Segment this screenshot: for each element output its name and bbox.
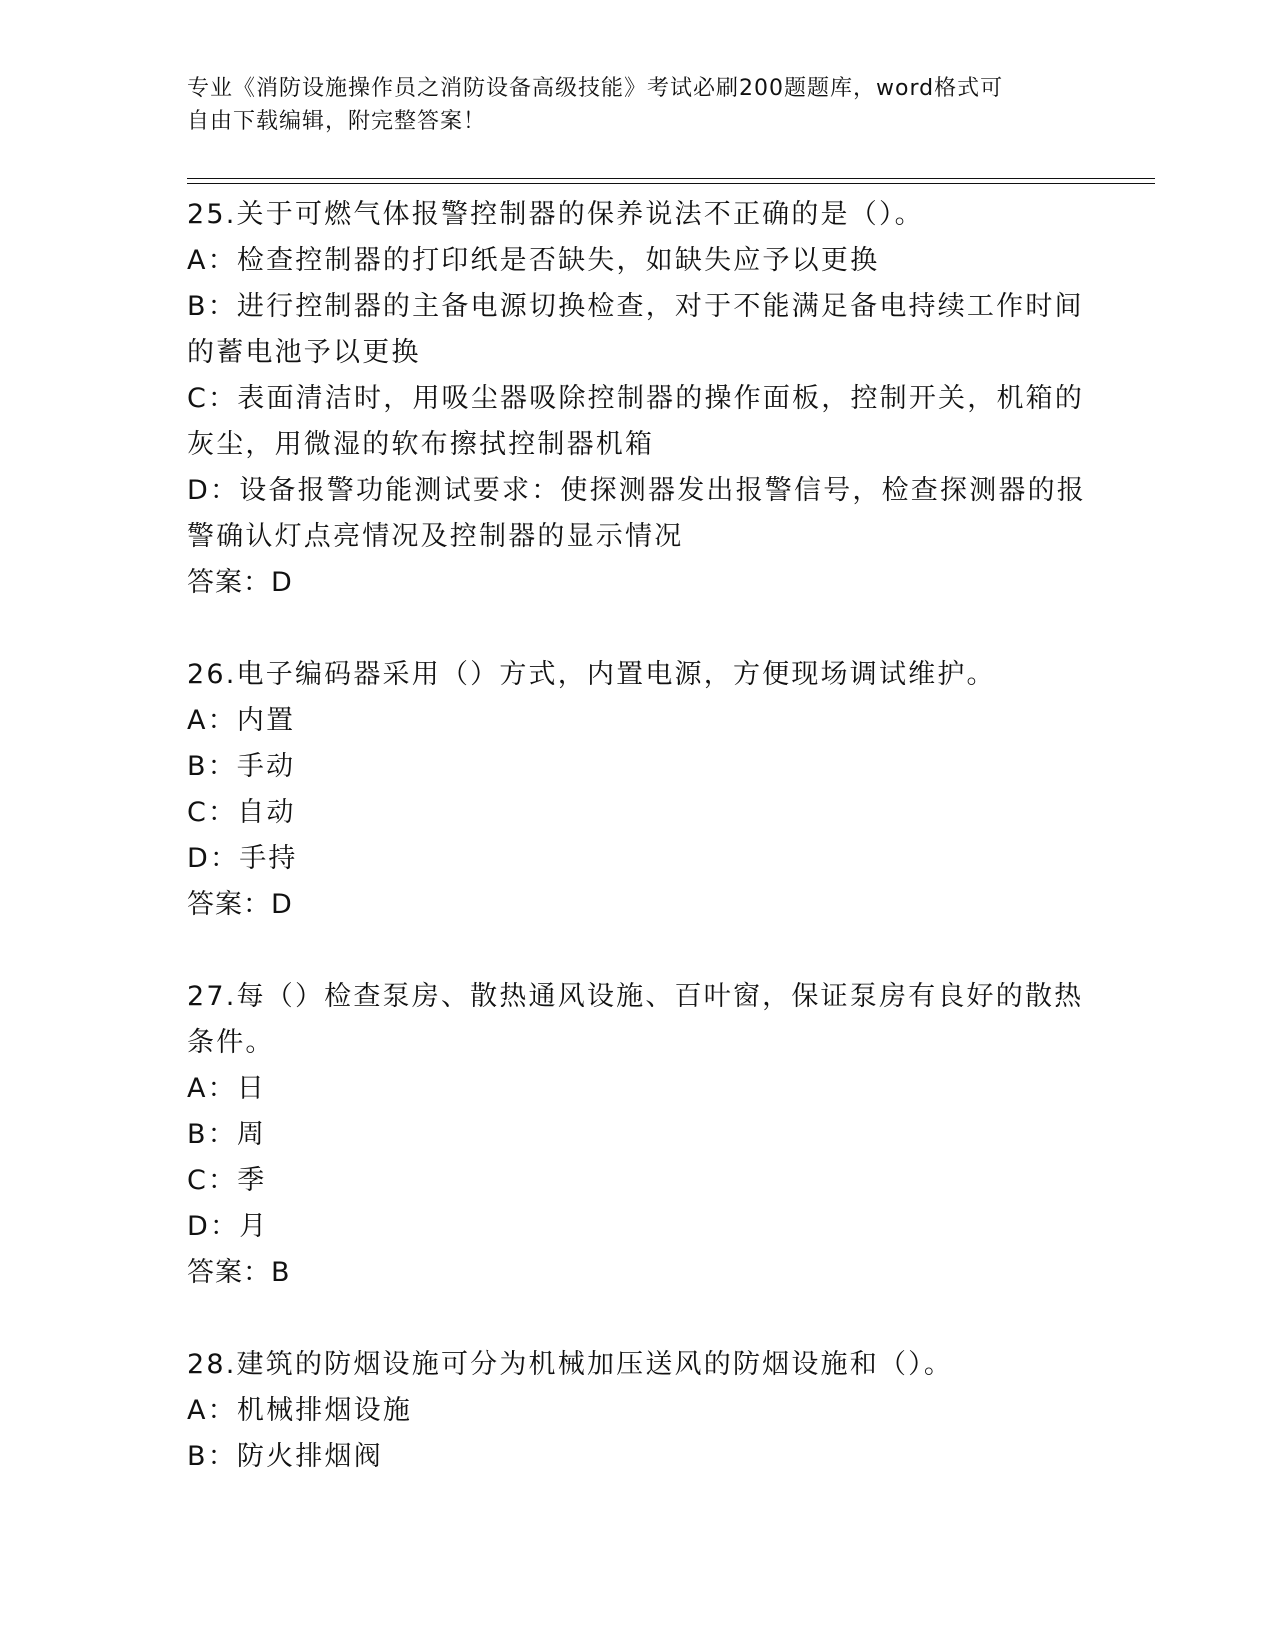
option-d: D：月 bbox=[187, 1211, 269, 1242]
answer-label: 答案：B bbox=[187, 1257, 291, 1288]
option-a: A：检查控制器的打印纸是否缺失，如缺失应予以更换 bbox=[187, 245, 880, 276]
question-stem: 26.电子编码器采用（）方式，内置电源，方便现场调试维护。 bbox=[187, 659, 996, 690]
header-divider-top bbox=[187, 178, 1155, 179]
option-a: A：日 bbox=[187, 1073, 267, 1104]
answer-label: 答案：D bbox=[187, 889, 293, 920]
question-28 bbox=[187, 1342, 1087, 1480]
option-b: B：防火排烟阀 bbox=[187, 1441, 383, 1472]
document-header bbox=[187, 72, 1087, 138]
option-b: B：手动 bbox=[187, 751, 296, 782]
question-stem: 25.关于可燃气体报警控制器的保养说法不正确的是（）。 bbox=[187, 199, 924, 230]
option-c: C：自动 bbox=[187, 797, 296, 828]
header-divider-bottom bbox=[187, 183, 1155, 184]
option-c: C：表面清洁时，用吸尘器吸除控制器的操作面板，控制开关，机箱的灰尘，用微湿的软布擦拭控制器机箱 bbox=[187, 383, 1085, 460]
option-d: D：手持 bbox=[187, 843, 298, 874]
header-line-1: 专业《消防设施操作员之消防设备高级技能》考试必刷200题题库，word格式可 bbox=[187, 76, 1004, 101]
option-b: B：进行控制器的主备电源切换检查，对于不能满足备电持续工作时间的蓄电池予以更换 bbox=[187, 291, 1084, 368]
answer-label: 答案：D bbox=[187, 567, 293, 598]
question-27 bbox=[187, 974, 1087, 1296]
option-c: C：季 bbox=[187, 1165, 267, 1196]
question-stem: 28.建筑的防烟设施可分为机械加压送风的防烟设施和（）。 bbox=[187, 1349, 954, 1380]
option-a: A：机械排烟设施 bbox=[187, 1395, 413, 1426]
question-list bbox=[187, 192, 1087, 1526]
header-line-2: 自由下载编辑，附完整答案！ bbox=[187, 109, 487, 134]
question-stem: 27.每（）检查泵房、散热通风设施、百叶窗，保证泵房有良好的散热条件。 bbox=[187, 981, 1084, 1058]
option-d: D：设备报警功能测试要求：使探测器发出报警信号，检查探测器的报警确认灯点亮情况及控制器的显示情况 bbox=[187, 475, 1086, 552]
option-b: B：周 bbox=[187, 1119, 267, 1150]
question-25 bbox=[187, 192, 1087, 606]
question-26 bbox=[187, 652, 1087, 928]
option-a: A：内置 bbox=[187, 705, 296, 736]
